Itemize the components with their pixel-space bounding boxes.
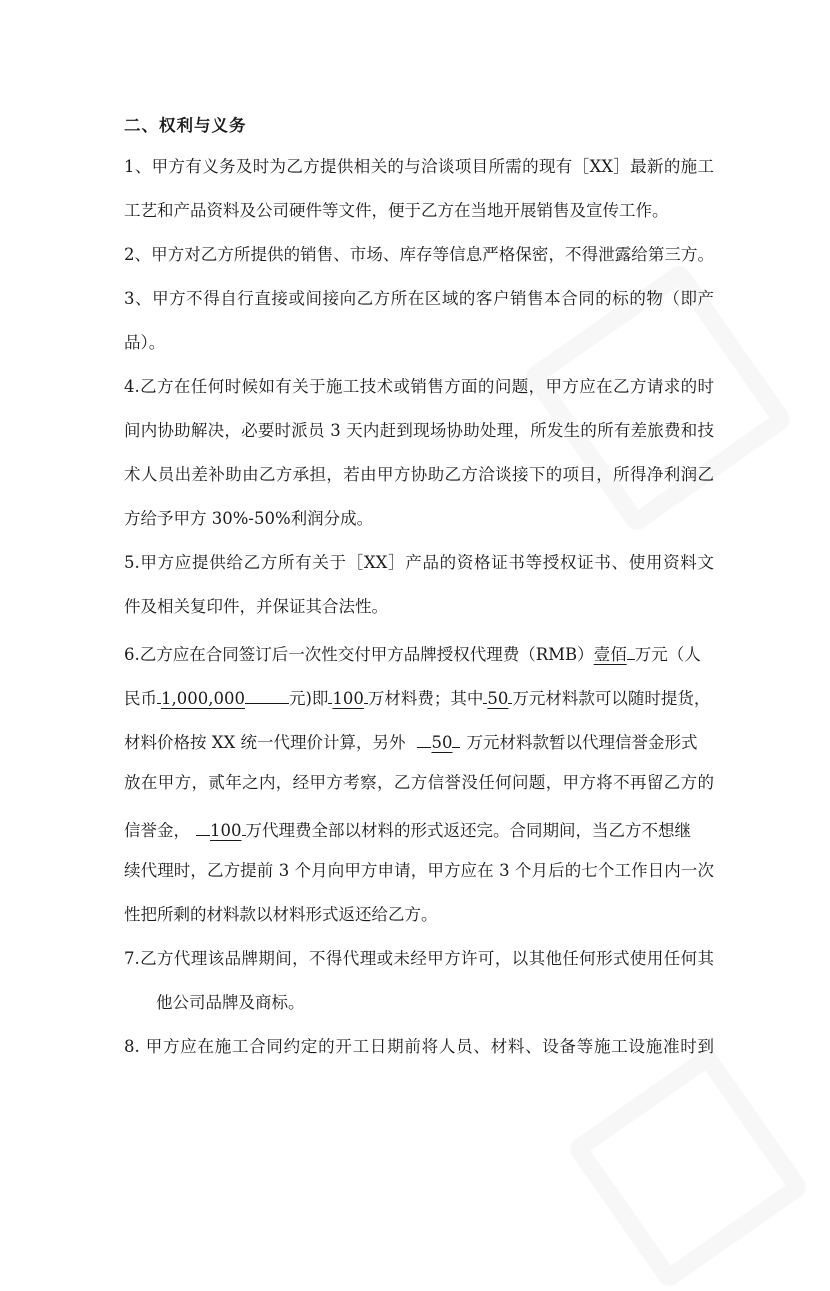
clause-1-line-2: 工艺和产品资料及公司硬件等文件，便于乙方在当地开展销售及宣传工作。 — [124, 201, 669, 220]
clause-6-text: 元)即 — [288, 689, 329, 708]
clause-6-text: 万材料费；其中 — [367, 689, 484, 708]
clause-6-line-7: 性把所剩的材料款以材料形式返还给乙方。 — [124, 905, 438, 924]
clause-7-line-1: 7.乙方代理该品牌期间，不得代理或未经甲方许可，以其他任何形式使用任何其 — [124, 949, 714, 968]
section-title: 二、权利与义务 — [124, 116, 247, 135]
fee-amount-number: 1,000,000 — [161, 689, 245, 708]
watermark-mark — [565, 1045, 810, 1290]
refund-amount: 100 — [210, 821, 242, 840]
clause-6-text: 信誉金， — [124, 821, 190, 840]
clause-3-line-1: 3、甲方不得自行直接或间接向乙方所在区域的客户销售本合同的标的物（即产 — [124, 289, 714, 308]
clause-6-text: 万元（人 — [634, 645, 701, 664]
clause-6-line-2 — [124, 683, 714, 711]
clause-6-text: 万元材料款暂以代理信誉金形式 — [466, 733, 698, 752]
clause-3-line-2: 品）。 — [124, 333, 166, 352]
clause-6-line-5 — [124, 815, 714, 843]
clause-4-line-1: 4.乙方在任何时候如有关于施工技术或销售方面的问题，甲方应在乙方请求的时 — [124, 377, 714, 396]
fee-amount-words: 壹佰 — [593, 645, 627, 664]
clause-6-text: 材料价格按 XX 统一代理价计算，另外 — [124, 733, 406, 752]
blank-line — [452, 727, 460, 748]
clause-2-line-1: 2、甲方对乙方所提供的销售、市场、库存等信息严格保密，不得泄露给第三方。 — [124, 245, 714, 264]
blank-line — [245, 683, 289, 704]
clause-6-line-4: 放在甲方，贰年之内，经甲方考察，乙方信誉没任何问题，甲方将不再留乙方的 — [124, 773, 714, 792]
material-deposit-amount: 50 — [431, 733, 453, 752]
clause-4-line-4: 方给予甲方 30%-50%利润分成。 — [124, 509, 374, 528]
clause-6-text: 民币 — [124, 689, 157, 708]
clause-7-line-2: 他公司品牌及商标。 — [156, 993, 305, 1012]
blank-line — [627, 639, 635, 660]
clause-6-line-1 — [124, 639, 714, 667]
blank-line — [417, 727, 431, 748]
material-total-amount: 100 — [332, 689, 364, 708]
clause-5-line-1: 5.甲方应提供给乙方所有关于［XX］产品的资格证书等授权证书、使用资料文 — [124, 553, 714, 572]
clause-6-text: 万元材料款可以随时提货， — [512, 689, 711, 708]
clause-1-line-1: 1、甲方有义务及时为乙方提供相关的与洽谈项目所需的现有［XX］最新的施工 — [124, 157, 714, 176]
clause-8-line-1: 8. 甲方应在施工合同约定的开工日期前将人员、材料、设备等施工设施准时到 — [124, 1037, 714, 1056]
material-pickup-amount: 50 — [487, 689, 509, 708]
clause-6-line-3 — [124, 727, 714, 755]
clause-4-line-2: 间内协助解决，必要时派员 3 天内赶到现场协助处理，所发生的所有差旅费和技 — [124, 421, 714, 440]
clause-6-line-6: 续代理时，乙方提前 3 个月向甲方申请，甲方应在 3 个月后的七个工作日内一次 — [124, 861, 714, 880]
clause-6-text: 6.乙方应在合同签订后一次性交付甲方品牌授权代理费（RMB） — [124, 645, 594, 664]
clause-4-line-3: 术人员出差补助由乙方承担，若由甲方协助乙方洽谈接下的项目，所得净利润乙 — [124, 465, 714, 484]
blank-line — [196, 815, 210, 836]
clause-5-line-2: 件及相关复印件，并保证其合法性。 — [124, 597, 388, 616]
clause-6-text: 万代理费全部以材料的形式返还完。合同期间，当乙方不想继 — [245, 821, 691, 840]
